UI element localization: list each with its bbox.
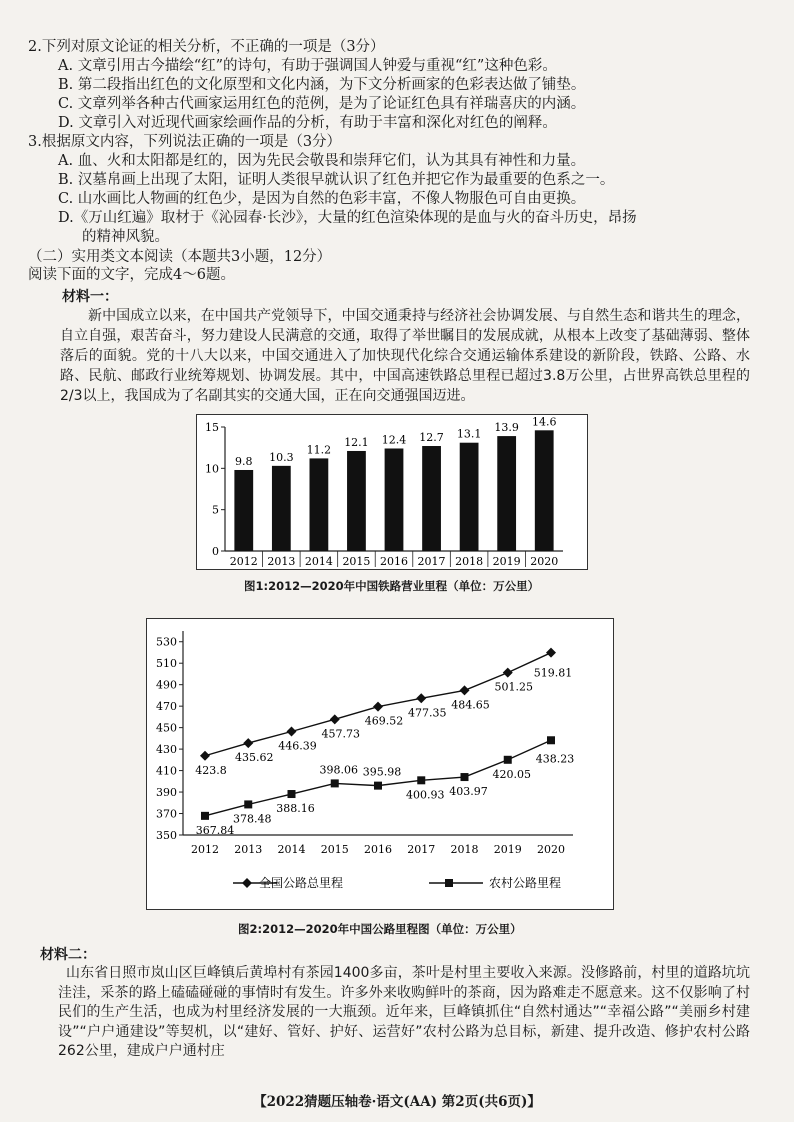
- bar-value-label: 11.2: [306, 443, 332, 457]
- x-tick-label: 2014: [277, 843, 306, 856]
- bar-value-label: 13.1: [456, 427, 482, 441]
- material-2-label: 材料二：: [40, 947, 96, 963]
- x-tick-label: 2017: [407, 843, 436, 856]
- x-tick-label: 2018: [455, 555, 484, 568]
- y-tick-label: 0: [212, 545, 219, 558]
- data-value-label: 420.05: [492, 767, 531, 781]
- bar-value-label: 9.8: [235, 454, 253, 468]
- data-point-square: [201, 812, 209, 820]
- data-value-label: 519.81: [533, 666, 573, 680]
- figure-2-frame: [146, 618, 614, 910]
- y-tick-label: 470: [156, 700, 177, 714]
- bar-value-label: 13.9: [494, 421, 519, 435]
- legend-marker-square: [445, 879, 453, 887]
- data-value-label: 469.52: [364, 714, 404, 728]
- data-point-square: [331, 779, 339, 787]
- bar-value-label: 12.1: [344, 435, 369, 449]
- question-2-option-b: B. 第二段指出红色的文化原型和文化内涵，为下文分析画家的色彩表达做了铺垫。: [58, 77, 586, 93]
- bar: [310, 458, 329, 551]
- data-point-square: [461, 773, 469, 781]
- question-2-option-c: C. 文章列举各种古代画家运用红色的范例，是为了论证红色具有祥瑞喜庆的内涵。: [58, 96, 586, 112]
- material-1-text: 新中国成立以来，在中国共产党领导下，中国交通秉持与经济社会协调发展、与自然生态和谐共生的理念，自立自强，艰苦奋斗，努力建设人民满意的交通，取得了举世瞩目的发展成就，从根本上改变了基础薄弱、整体落后的面貌。党的十八大以来，中国交通进入了加快现代化综合交通运输体系建设的新阶段，铁路、公路、水路、民航、邮政行业统筹规划、协调发展。其中，中国高速铁路总里程已超过3.8万公里，占世界高铁总里程的2/3以上，我国成为了名副其实的交通大国，正在向交通强国迈进。: [60, 308, 750, 404]
- section-heading: （二）实用类文本阅读（本题共3小题，12分）: [28, 249, 332, 265]
- bar-value-label: 12.4: [381, 433, 407, 447]
- data-value-label: 446.39: [278, 739, 317, 753]
- question-3-option-b: B. 汉墓帛画上出现了太阳，证明人类很早就认识了红色并把它作为最重要的色系之一。: [58, 172, 615, 188]
- bar-value-label: 12.7: [419, 431, 444, 445]
- data-point-square: [288, 790, 296, 798]
- figure-2-caption: 图2:2012—2020年中国公路里程图（单位：万公里）: [238, 922, 522, 936]
- x-tick-label: 2015: [320, 843, 349, 856]
- data-point-diamond: [416, 693, 426, 703]
- data-value-label: 378.48: [233, 812, 272, 826]
- bar: [385, 448, 404, 551]
- question-3-option-c: C. 山水画比人物画的红色少，是因为自然的色彩丰富，不像人物服色可自由更换。: [58, 191, 586, 207]
- bar: [535, 430, 554, 551]
- data-value-label: 400.93: [406, 788, 445, 802]
- data-point-diamond: [503, 668, 513, 678]
- bar: [272, 466, 291, 551]
- question-2-option-a: A. 文章引用古今描绘“红”的诗句，有助于强调国人钟爱与重视“红”这种色彩。: [58, 58, 557, 74]
- question-3-option-a: A. 血、火和太阳都是红的，因为先民会敬畏和崇拜它们，认为其具有神性和力量。: [58, 153, 586, 169]
- data-value-label: 398.06: [319, 763, 358, 777]
- material-2-text: 山东省日照市岚山区巨峰镇后黄埠村有茶园1400多亩，茶叶是村里主要收入来源。没修路前，村里的道路坑坑洼洼，采茶的路上磕磕碰碰的事情时有发生。许多外来收购鲜叶的茶商，因为路难走不愿意来。这不仅影响了村民们的生产生活，也成为村里经济发展的一大瓶颈。近年来，巨峰镇抓住“自然村通达”“幸福公路”“美丽乡村建设”“户户通建设”等契机，以“建好、管好、护好、运营好”农村公路为总目标，新建、提升改造、修护农村公路262公里，建成户户通村庄: [58, 965, 750, 1059]
- legend-marker-diamond: [242, 878, 252, 888]
- data-value-label: 403.97: [449, 785, 488, 799]
- y-tick-label: 510: [156, 657, 177, 671]
- data-value-label: 501.25: [494, 680, 533, 694]
- data-point-diamond: [330, 714, 340, 724]
- question-3-option-d: D.《万山红遍》取材于《沁园春·长沙》，大量的红色渲染体现的是血与火的奋斗历史，昂扬: [58, 210, 637, 226]
- y-tick-label: 430: [156, 743, 177, 757]
- x-tick-label: 2016: [364, 843, 392, 856]
- page-footer: 【2022猜题压轴卷·语文(AA) 第2页(共6页)】: [253, 1094, 541, 1110]
- x-tick-label: 2012: [229, 555, 258, 568]
- x-tick-label: 2013: [234, 843, 263, 856]
- x-tick-label: 2013: [267, 555, 296, 568]
- figure-1-bar-chart: [197, 415, 587, 569]
- data-value-label: 438.23: [535, 752, 575, 766]
- data-value-label: 457.73: [321, 727, 360, 741]
- x-tick-label: 2019: [493, 843, 522, 856]
- question-3-option-d-cont: 的精神风貌。: [82, 229, 169, 245]
- data-point-diamond: [546, 648, 556, 658]
- data-point-diamond: [200, 751, 210, 761]
- data-point-diamond: [287, 727, 297, 737]
- x-tick-label: 2015: [342, 555, 371, 568]
- data-point-square: [547, 736, 555, 744]
- question-2-stem: 2.下列对原文论证的相关分析，不正确的一项是（3分）: [28, 39, 385, 55]
- y-tick-label: 10: [205, 462, 219, 476]
- x-tick-label: 2017: [417, 555, 446, 568]
- bar-value-label: 14.6: [531, 415, 557, 429]
- question-3-stem: 3.根据原文内容，下列说法正确的一项是（3分）: [28, 134, 342, 150]
- x-tick-label: 2020: [530, 555, 559, 568]
- y-tick-label: 370: [156, 807, 177, 821]
- x-tick-label: 2014: [304, 555, 333, 568]
- x-tick-label: 2019: [492, 555, 521, 568]
- data-value-label: 395.98: [362, 765, 402, 779]
- y-tick-label: 410: [156, 764, 177, 778]
- figure-1-frame: [196, 414, 588, 570]
- x-tick-label: 2012: [191, 843, 219, 856]
- data-point-square: [244, 800, 252, 808]
- data-value-label: 484.65: [451, 698, 490, 712]
- data-point-diamond: [460, 685, 470, 695]
- bar: [234, 470, 253, 551]
- data-value-label: 435.62: [235, 751, 274, 765]
- data-point-diamond: [373, 702, 383, 712]
- data-point-square: [504, 756, 512, 764]
- data-value-label: 423.8: [195, 763, 227, 777]
- x-tick-label: 2018: [450, 843, 479, 856]
- bar: [422, 446, 441, 551]
- data-point-square: [374, 782, 382, 790]
- bar: [497, 436, 516, 551]
- x-tick-label: 2020: [537, 843, 565, 856]
- legend-label-highway-total: 全国公路总里程: [259, 876, 344, 890]
- y-tick-label: 390: [156, 786, 177, 800]
- data-value-label: 367.84: [195, 823, 235, 837]
- figure-2-line-chart: [147, 619, 613, 909]
- bar: [460, 443, 479, 551]
- data-value-label: 477.35: [408, 706, 447, 720]
- data-point-diamond: [243, 738, 253, 748]
- y-tick-label: 450: [156, 721, 177, 735]
- y-tick-label: 5: [212, 503, 219, 517]
- legend-label-rural-road: 农村公路里程: [489, 876, 562, 890]
- y-tick-label: 15: [205, 421, 219, 434]
- question-2-option-d: D. 文章引入对近现代画家绘画作品的分析，有助于丰富和深化对红色的阐释。: [58, 115, 557, 131]
- bar-value-label: 10.3: [269, 450, 294, 464]
- x-tick-label: 2016: [380, 555, 408, 568]
- figure-1-caption: 图1:2012—2020年中国铁路营业里程（单位：万公里）: [244, 579, 540, 593]
- y-tick-label: 490: [156, 678, 177, 692]
- section-instruction: 阅读下面的文字，完成4～6题。: [28, 267, 235, 283]
- bar: [347, 451, 366, 551]
- material-1-label: 材料一：: [62, 289, 118, 305]
- y-tick-label: 530: [156, 635, 177, 649]
- y-tick-label: 350: [156, 829, 177, 842]
- data-point-square: [417, 776, 425, 784]
- data-value-label: 388.16: [276, 802, 315, 816]
